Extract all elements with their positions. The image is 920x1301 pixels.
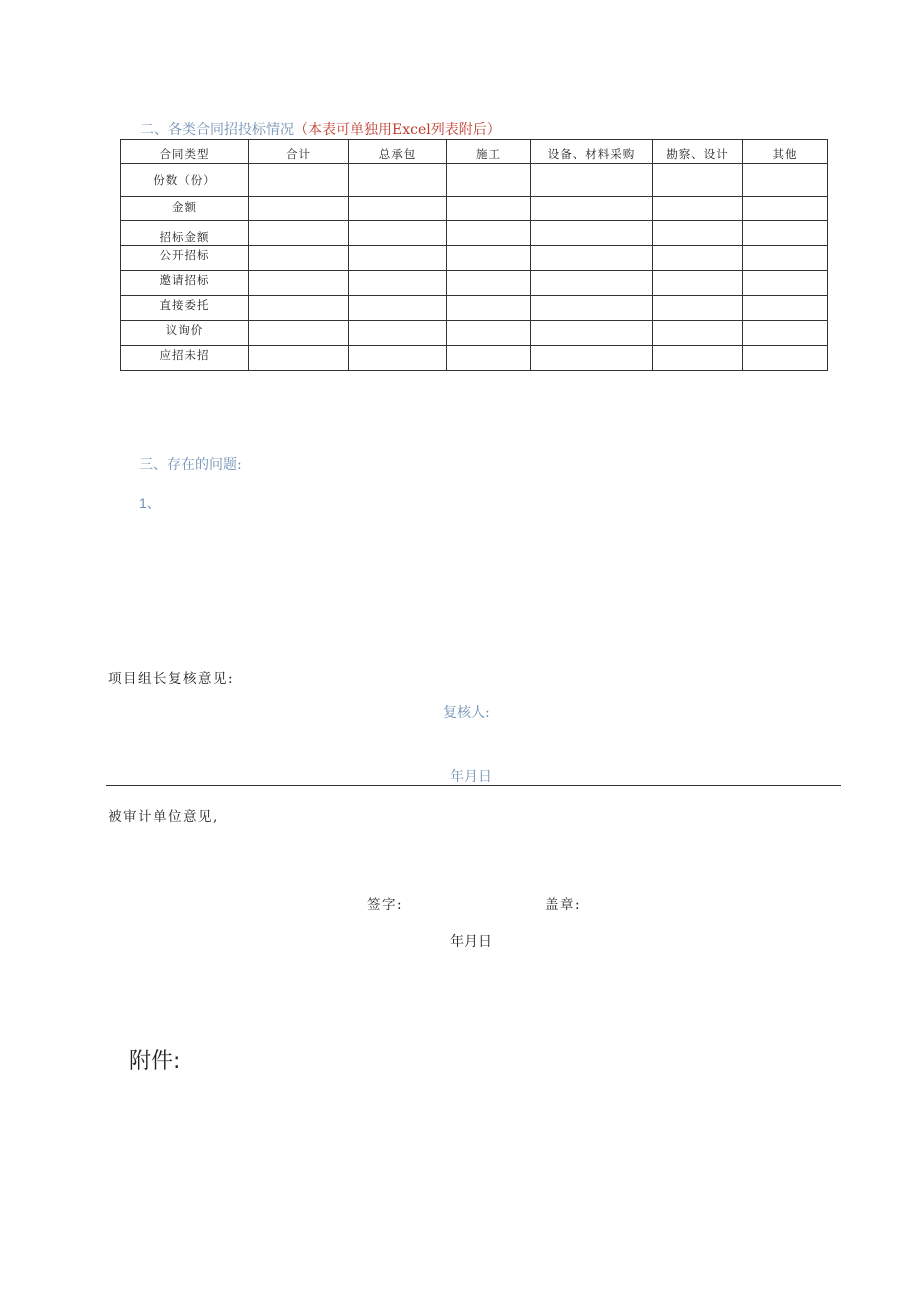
table-cell[interactable] (249, 321, 349, 346)
table-cell[interactable] (531, 221, 653, 246)
table-cell[interactable] (447, 164, 531, 197)
table-cell[interactable] (531, 296, 653, 321)
audited-unit-opinion-label: 被审计单位意见, (108, 809, 219, 825)
table-cell[interactable] (531, 164, 653, 197)
table-row (121, 246, 828, 271)
col-header-construction: 施工 (447, 140, 531, 164)
team-leader-review-label: 项目组长复核意见: (108, 671, 235, 687)
issue-item-1: 1、 (139, 495, 161, 511)
table-cell[interactable] (653, 164, 743, 197)
audited-date: 年月日 (450, 934, 492, 950)
row-label-amount: 金额 (121, 197, 249, 221)
table-cell[interactable] (349, 164, 447, 197)
table-cell[interactable] (447, 221, 531, 246)
table-cell[interactable] (743, 221, 828, 246)
table-row (121, 296, 828, 321)
table-cell[interactable] (349, 197, 447, 221)
divider (106, 785, 841, 786)
table-cell[interactable] (653, 197, 743, 221)
col-header-equipment-materials: 设备、材料采购 (531, 140, 653, 164)
table-cell[interactable] (743, 271, 828, 296)
table-cell[interactable] (653, 321, 743, 346)
table-cell[interactable] (653, 246, 743, 271)
table-cell[interactable] (653, 221, 743, 246)
table-cell[interactable] (743, 197, 828, 221)
row-label-direct-commission: 直接委托 (121, 296, 249, 321)
table-cell[interactable] (349, 221, 447, 246)
table-row (121, 221, 828, 246)
table-cell[interactable] (249, 246, 349, 271)
table-header-row (121, 140, 828, 164)
row-label-count: 份数（份） (121, 164, 249, 197)
col-header-other: 其他 (743, 140, 828, 164)
section-2-note: （本表可单独用Excel列表附后） (294, 122, 501, 138)
table-cell[interactable] (249, 164, 349, 197)
row-label-price-inquiry: 议询价 (121, 321, 249, 346)
table-cell[interactable] (531, 321, 653, 346)
table-cell[interactable] (531, 346, 653, 371)
col-header-contract-type: 合同类型 (121, 140, 249, 164)
attachment-label: 附件: (129, 1049, 181, 1074)
table-cell[interactable] (531, 271, 653, 296)
table-row (121, 321, 828, 346)
table-cell[interactable] (447, 197, 531, 221)
table-cell[interactable] (249, 197, 349, 221)
col-header-total: 合计 (249, 140, 349, 164)
table-cell[interactable] (349, 246, 447, 271)
seal-label: 盖章: (545, 897, 582, 913)
table-cell[interactable] (653, 296, 743, 321)
table-cell[interactable] (349, 346, 447, 371)
table-cell[interactable] (249, 346, 349, 371)
table-row (121, 197, 828, 221)
section-2-title: 二、各类合同招投标情况 (140, 122, 294, 138)
table-cell[interactable] (653, 346, 743, 371)
table-cell[interactable] (447, 271, 531, 296)
table-cell[interactable] (349, 271, 447, 296)
row-label-should-tender-not: 应招未招 (121, 346, 249, 371)
table-cell[interactable] (531, 197, 653, 221)
table-cell[interactable] (249, 296, 349, 321)
table-cell[interactable] (743, 246, 828, 271)
table-cell[interactable] (531, 246, 653, 271)
section-2-heading (140, 119, 501, 139)
table-cell[interactable] (447, 246, 531, 271)
table-cell[interactable] (653, 271, 743, 296)
table-cell[interactable] (447, 346, 531, 371)
table-row (121, 164, 828, 197)
table-cell[interactable] (249, 221, 349, 246)
col-header-general-contract: 总承包 (349, 140, 447, 164)
signature-label: 签字: (367, 897, 404, 913)
table-cell[interactable] (743, 296, 828, 321)
row-label-open-tender: 公开招标 (121, 246, 249, 271)
row-label-bid-amount: 招标金额 (121, 221, 249, 246)
table-cell[interactable] (447, 321, 531, 346)
table-cell[interactable] (447, 296, 531, 321)
table-cell[interactable] (349, 296, 447, 321)
contract-bidding-table (120, 139, 828, 371)
table-cell[interactable] (743, 346, 828, 371)
section-3-title: 三、存在的问题: (139, 457, 242, 473)
table-cell[interactable] (349, 321, 447, 346)
table-row (121, 271, 828, 296)
table-cell[interactable] (249, 271, 349, 296)
table-cell[interactable] (743, 164, 828, 197)
reviewer-label: 复核人: (443, 705, 490, 721)
row-label-invited-tender: 邀请招标 (121, 271, 249, 296)
table-cell[interactable] (743, 321, 828, 346)
col-header-survey-design: 勘察、设计 (653, 140, 743, 164)
table-row (121, 346, 828, 371)
review-date: 年月日 (450, 769, 492, 785)
